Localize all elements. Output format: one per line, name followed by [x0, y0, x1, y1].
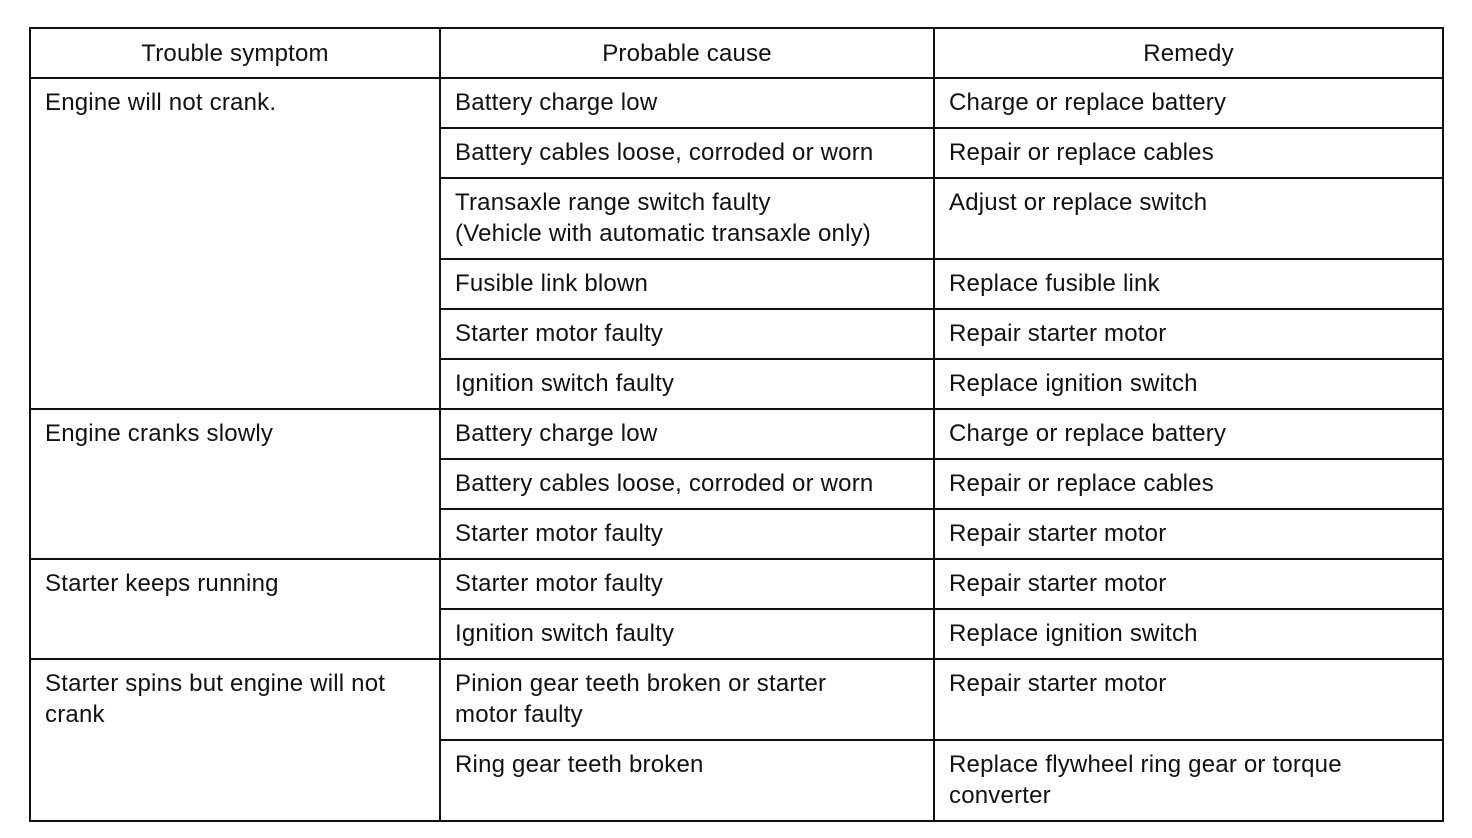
cause-cell: Transaxle range switch faulty (Vehicle with automatic transaxle only) [440, 178, 934, 259]
table-header [30, 28, 1443, 78]
table-body [30, 78, 1443, 821]
symptom-cell: Starter spins but engine will not crank [30, 659, 440, 821]
cause-cell: Battery charge low [440, 78, 934, 128]
symptom-cell: Starter keeps running [30, 559, 440, 659]
remedy-cell: Replace flywheel ring gear or torque converter [934, 740, 1443, 821]
remedy-cell: Replace ignition switch [934, 359, 1443, 409]
remedy-cell: Repair starter motor [934, 559, 1443, 609]
remedy-cell: Charge or replace battery [934, 78, 1443, 128]
cause-cell: Starter motor faulty [440, 309, 934, 359]
remedy-cell: Adjust or replace switch [934, 178, 1443, 259]
troubleshooting-table [29, 27, 1444, 822]
symptom-cell: Engine cranks slowly [30, 409, 440, 559]
cause-cell: Ring gear teeth broken [440, 740, 934, 821]
cause-cell: Pinion gear teeth broken or starter motor faulty [440, 659, 934, 740]
table-row [30, 409, 1443, 459]
cause-cell: Ignition switch faulty [440, 609, 934, 659]
header-remedy: Remedy [934, 28, 1443, 78]
symptom-cell: Engine will not crank. [30, 78, 440, 409]
header-row [30, 28, 1443, 78]
table-row [30, 78, 1443, 128]
remedy-cell: Repair starter motor [934, 659, 1443, 740]
cause-cell: Starter motor faulty [440, 559, 934, 609]
cause-cell: Starter motor faulty [440, 509, 934, 559]
remedy-cell: Repair or replace cables [934, 128, 1443, 178]
remedy-cell: Repair or replace cables [934, 459, 1443, 509]
table-row [30, 559, 1443, 609]
cause-cell: Battery cables loose, corroded or worn [440, 128, 934, 178]
remedy-cell: Repair starter motor [934, 309, 1443, 359]
remedy-cell: Replace ignition switch [934, 609, 1443, 659]
remedy-cell: Replace fusible link [934, 259, 1443, 309]
header-trouble-symptom: Trouble symptom [30, 28, 440, 78]
header-probable-cause: Probable cause [440, 28, 934, 78]
cause-cell: Battery cables loose, corroded or worn [440, 459, 934, 509]
cause-cell: Battery charge low [440, 409, 934, 459]
cause-cell: Fusible link blown [440, 259, 934, 309]
cause-cell: Ignition switch faulty [440, 359, 934, 409]
remedy-cell: Repair starter motor [934, 509, 1443, 559]
remedy-cell: Charge or replace battery [934, 409, 1443, 459]
table-row [30, 659, 1443, 740]
